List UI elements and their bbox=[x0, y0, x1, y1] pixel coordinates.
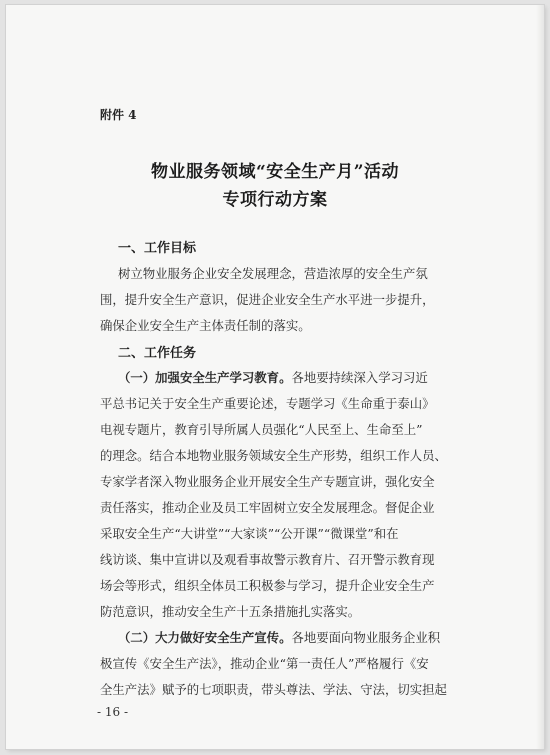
document-title-line-1: 物业服务领域“安全生产月”活动 bbox=[150, 162, 400, 182]
page-number: - 16 - bbox=[97, 705, 129, 719]
page-edge-shadow bbox=[536, 5, 544, 749]
document-page bbox=[6, 5, 544, 749]
paragraph-line: 确保企业安全生产主体责任制的落实。 bbox=[100, 318, 311, 333]
paragraph-line: 场会等形式，组织全体员工积极参与学习，提升企业安全生产 bbox=[100, 578, 435, 593]
task-1-text: 各地要持续深入学习习近 bbox=[291, 370, 428, 385]
paragraph-line: 极宣传《安全生产法》，推动企业“第一责任人”严格履行《安 bbox=[100, 656, 429, 671]
task-2-text: 各地要面向物业服务企业积 bbox=[291, 630, 441, 645]
paragraph-line: 采取安全生产“大讲堂”“大家谈”“公开课”“微课堂”和在 bbox=[100, 526, 399, 541]
paragraph-line: 线访谈、集中宣讲以及观看事故警示教育片、召开警示教育现 bbox=[100, 552, 435, 567]
document-title-line-2: 专项行动方案 bbox=[222, 190, 328, 210]
task-1-title: （一）加强安全生产学习教育。 bbox=[118, 370, 292, 385]
task-2-title: （二）大力做好安全生产宣传。 bbox=[118, 630, 292, 645]
paragraph-line: 围，提升安全生产意识，促进企业安全生产水平进一步提升， bbox=[100, 292, 435, 307]
section-heading-tasks: 二、工作任务 bbox=[118, 346, 197, 361]
paragraph-line: 防范意识，推动安全生产十五条措施扎实落实。 bbox=[100, 604, 361, 619]
paragraph-line: 树立物业服务企业安全发展理念，营造浓厚的安全生产氛 bbox=[118, 266, 428, 281]
paragraph-line: 的理念。结合本地物业服务领域安全生产形势，组织工作人员、 bbox=[100, 448, 447, 463]
paragraph-line: 全生产法》赋予的七项职责，带头尊法、学法、守法，切实担起 bbox=[100, 682, 447, 697]
paragraph-line: 专家学者深入物业服务企业开展安全生产专题宣讲，强化安全 bbox=[100, 474, 435, 489]
paragraph-line: 电视专题片，教育引导所属人员强化“人民至上、生命至上” bbox=[100, 422, 423, 437]
section-heading-goals: 一、工作目标 bbox=[118, 241, 197, 256]
paragraph-line: 责任落实，推动企业及员工牢固树立安全发展理念。督促企业 bbox=[100, 500, 435, 515]
task-2-first-line bbox=[118, 628, 440, 646]
paragraph-line: 平总书记关于安全生产重要论述，专题学习《生命重于泰山》 bbox=[100, 396, 435, 411]
attachment-label: 附件 4 bbox=[100, 108, 137, 122]
task-1-first-line bbox=[118, 368, 428, 386]
